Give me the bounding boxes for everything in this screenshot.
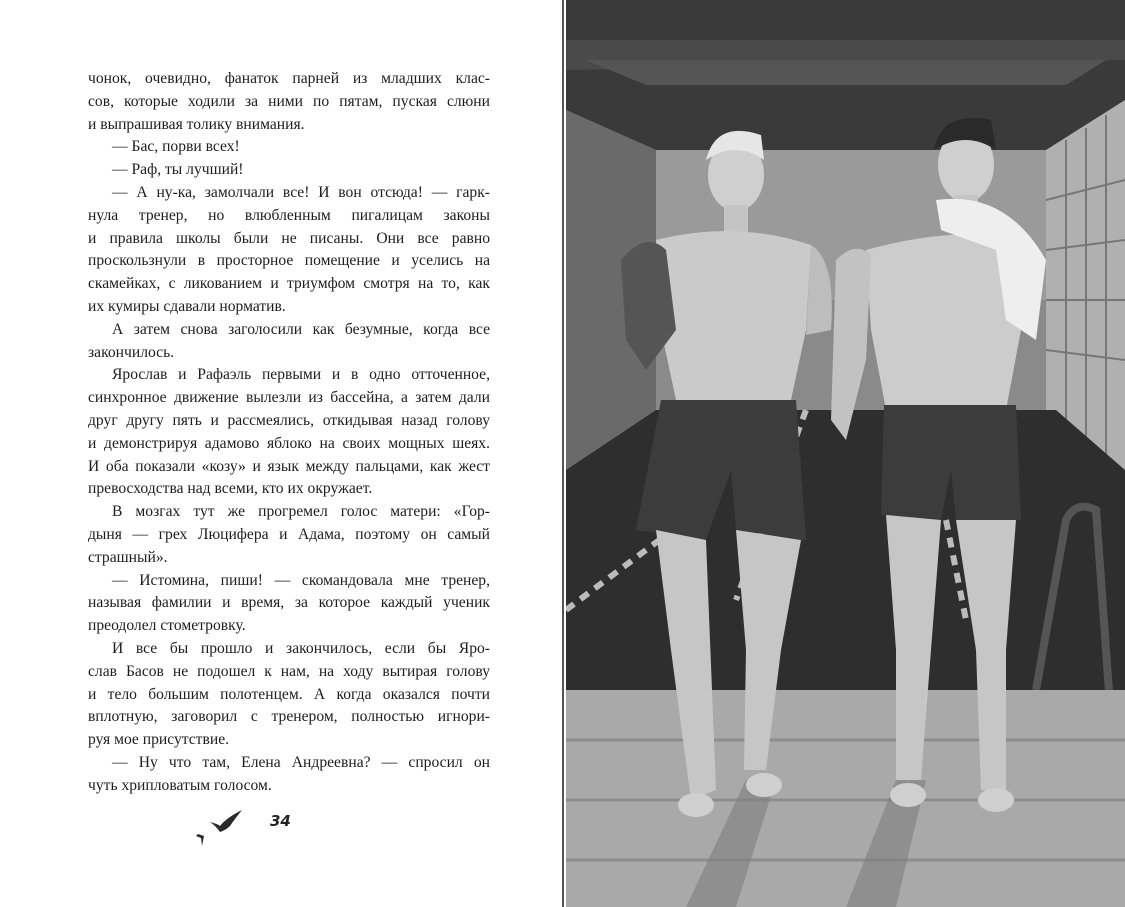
text-line: чуть хрипловатым голосом. [88, 776, 272, 794]
text-line: синхронное движение вылезли из бассейна, а затем дали [88, 389, 490, 407]
text-line: руя мое присутствие. [88, 731, 230, 749]
text-line: — Раф, ты лучший! [112, 161, 244, 179]
text-line: проскользнули в просторное помещение и уселись на [88, 252, 490, 270]
text-line: В мозгах тут же прогремел голос матери: «Гор- [112, 503, 490, 521]
text-line: и тело большим полотенцем. А когда оказался почти [88, 685, 490, 703]
text-line: И все бы прошло и закончилось, если бы Яро- [112, 639, 490, 657]
text-line: Ярослав и Рафаэль первыми и в одно отточенное, [112, 366, 490, 384]
text-line: — Истомина, пиши! — скомандовала мне тренер, [112, 571, 490, 589]
illustration-border [562, 0, 564, 907]
text-line: превосходства над всеми, кто их окружает. [88, 480, 373, 498]
text-line: скамейках, с ликованием и триумфом смотря на то, как [88, 275, 490, 293]
page-number: 34 [270, 812, 291, 830]
body-text [88, 68, 490, 798]
pool-illustration [566, 0, 1125, 907]
text-line: и выпрашивая толику внимания. [88, 115, 305, 133]
text-line: — Бас, порви всех! [112, 138, 240, 156]
left-page [0, 0, 560, 907]
text-line: вплотную, заговорил с тренером, полностью игнори- [88, 708, 490, 726]
text-line: преодолел стометровку. [88, 617, 246, 635]
text-line: — Ну что там, Елена Андреевна? — спросил он [112, 753, 490, 771]
birds-ornament-icon [190, 806, 250, 850]
text-line: друг другу пять и рассмеялись, откидывая назад голову [88, 411, 490, 429]
text-line: закончилось. [88, 343, 175, 361]
text-line: нула тренер, но влюбленным пигалицам законы [88, 206, 490, 224]
text-line: И оба показали «козу» и язык между пальцами, как жест [88, 457, 490, 475]
text-line: дыня — грех Люцифера и Адама, поэтому он самый [88, 525, 490, 543]
text-line: — А ну-ка, замолчали все! И вон отсюда! — гарк- [112, 183, 490, 201]
text-line: чонок, очевидно, фанаток парней из младших клас- [88, 70, 490, 87]
text-line: слав Басов не подошел к нам, на ходу вытирая голову [88, 662, 490, 680]
text-line: сов, которые ходили за ними по пятам, пуская слюни [88, 92, 490, 110]
text-line: и демонстрируя адамово яблоко на своих мощных шеях. [88, 434, 490, 452]
text-line: называя фамилии и время, за которое каждый ученик [88, 594, 490, 612]
text-line: страшный». [88, 548, 168, 566]
text-line: и правила школы были не писаны. Они все равно [88, 229, 490, 247]
text-line: А затем снова заголосили как безумные, когда все [112, 320, 490, 338]
text-line: их кумиры сдавали норматив. [88, 297, 286, 315]
